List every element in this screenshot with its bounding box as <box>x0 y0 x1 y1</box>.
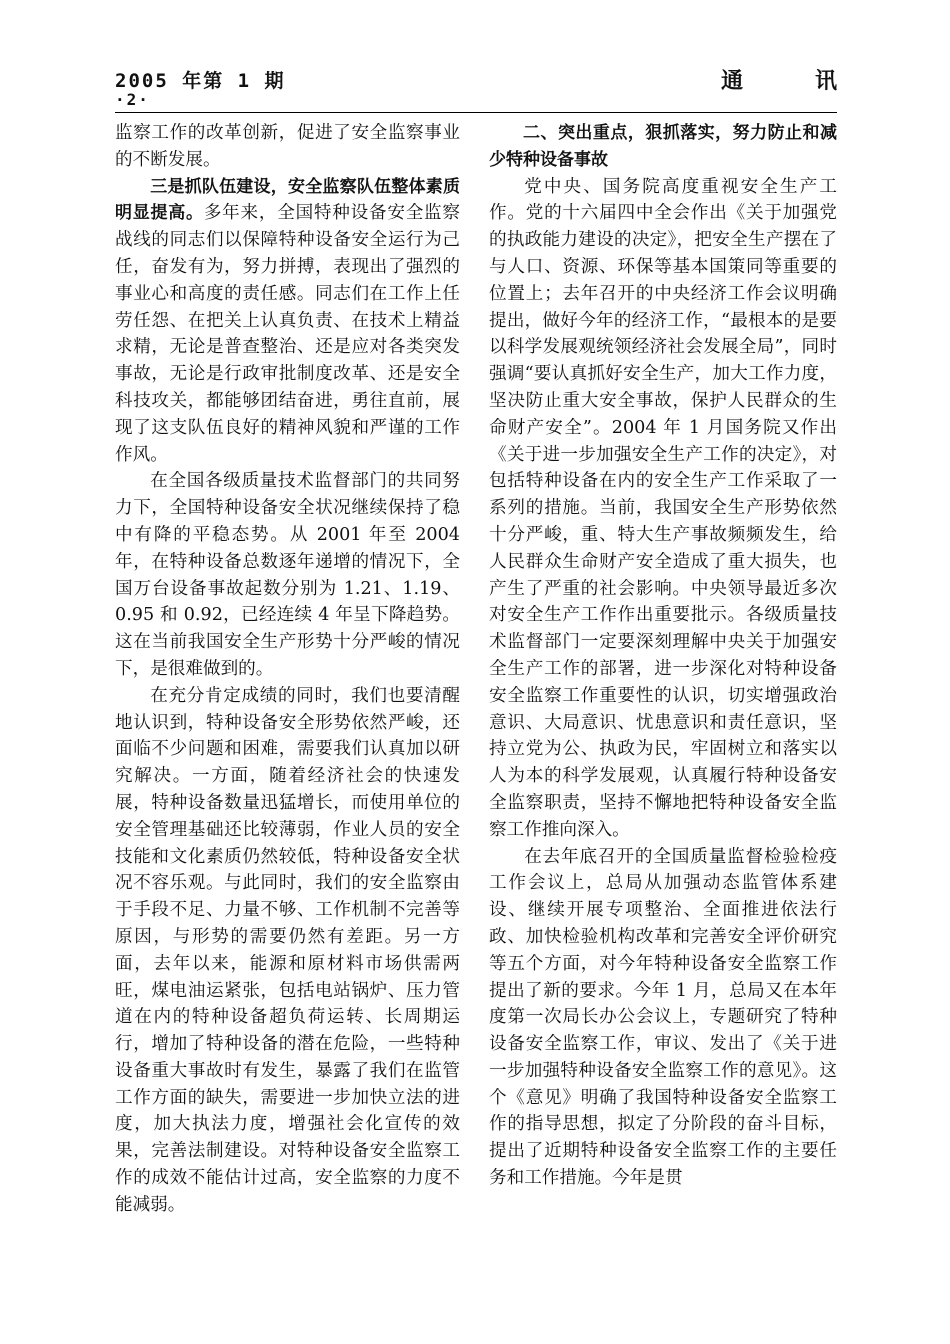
header-rule <box>115 112 837 113</box>
paragraph-body: 多年来，全国特种设备安全监察战线的同志们以保障特种设备安全运行为己任，奋发有为，努力拼搏，表现出了强烈的事业心和高度的责任感。同志们在工作上任劳任怨、在把关上认真负责、在技术上精益求精，无论是普查整治、还是应对各类突发事故，无论是行政审批制度改革、还是安全科技攻关，都能够团结奋进，勇往直前，展现了这支队伍良好的精神风貌和严谨的工作作风。 <box>115 203 461 465</box>
page-number: ·2· <box>115 90 150 109</box>
paragraph: 在去年底召开的全国质量监督检验检疫工作会议上，总局从加强动态监管体系建设、继续开展专项整治、全面推进依法行政、加快检验机构改革和完善安全评价研究等五个方面，对今年特种设备安全监察工作提出了新的要求。今年 1 月，总局又在本年度第一次局长办公会议上，专题研究了特种设备安全监察工作，审议、发出了《关于进一步加强特种设备安全监察工作的意见》。这个《意见》明确了我国特种设备安全监察工作的指导思想，拟定了分阶段的奋斗目标，提出了近期特种设备安全监察工作的主要任务和工作措施。今年是贯 <box>489 846 837 1189</box>
page-header <box>115 60 909 109</box>
issue-label: 2005 年第 1 期 <box>115 70 286 92</box>
paragraph: 党中央、国务院高度重视安全生产工作。党的十六届四中全会作出《关于加强党的执政能力建设的决定》，把安全生产摆在了与人口、资源、环保等基本国策同等重要的位置上；去年召开的中央经济工作会议明确提出，做好今年的经济工作，“最根本的是要以科学发展观统领经济社会发展全局”，同时强调“要认真抓好安全生产，加大工作力度，坚决防止重大安全事故，保护人民群众的生命财产安全”。2004 年 1 月国务院又作出《关于进一步加强安全生产工作的决定》，对包括特种设备在内的安全生产工作采取了一系列的措施。当前，我国安全生产形势依然十分严峻，重、特大生产事故频频发生，给人民群众生命财产安全造成了重大损失，也产生了严重的社会影响。中央领导最近多次对安全生产工作作出重要批示。各级质量技术监督部门一定要深刻理解中央关于加强安全生产工作的部署，进一步深化对特种设备安全监察工作重要性的认识，切实增强政治意识、大局意识、忧患意识和责任意识，坚持立党为公、执政为民，牢固树立和落实以人为本的科学发展观，认真履行特种设备安全监察职责，坚持不懈地把特种设备安全监察工作推向深入。 <box>489 176 837 840</box>
paragraph <box>115 174 460 469</box>
right-column <box>489 120 837 1192</box>
paragraph: 监察工作的改革创新，促进了安全监察事业的不断发展。 <box>115 123 460 170</box>
paragraph-lead: 三是抓队伍建设，安全监察队伍整体素质明显提高。 <box>115 176 460 224</box>
publication-name: 通讯 <box>720 68 909 94</box>
paragraph: 在充分肯定成绩的同时，我们也要清醒地认识到，特种设备安全形势依然严峻，还面临不少问题和困难，需要我们认真加以研究解决。一方面，随着经济社会的快速发展，特种设备数量迅猛增长，而使用单位的安全管理基础还比较薄弱，作业人员的安全技能和文化素质仍然较低，特种设备安全状况不容乐观。与此同时，我们的安全监察由于手段不足、力量不够、工作机制不完善等原因，与形势的需要仍然有差距。另一方面，去年以来，能源和原材料市场供需两旺，煤电油运紧张，包括电站锅炉、压力管道在内的特种设备超负荷运转、长周期运行，增加了特种设备的潜在危险，一些特种设备重大事故时有发生，暴露了我们在监管工作方面的缺失，需要进一步加快立法的进度，加大执法力度，增强社会化宣传的效果，完善法制建设。对特种设备安全监察工作的成效不能估计过高，安全监察的力度不能减弱。 <box>115 685 460 1215</box>
paragraph: 在全国各级质量技术监督部门的共同努力下，全国特种设备安全状况继续保持了稳中有降的平稳态势。从 2001 年至 2004 年，在特种设备总数逐年递增的情况下，全国万台设备事故起数分别为 1.21、1.19、0.95 和 0.92，已经连续 4 年呈下降趋势。这在当前我国安全生产形势十分严峻的情况下，是很难做到的。 <box>115 471 460 679</box>
left-column <box>115 120 460 1219</box>
section-heading: 二、突出重点，狠抓落实，努力防止和减少特种设备事故 <box>489 123 837 170</box>
